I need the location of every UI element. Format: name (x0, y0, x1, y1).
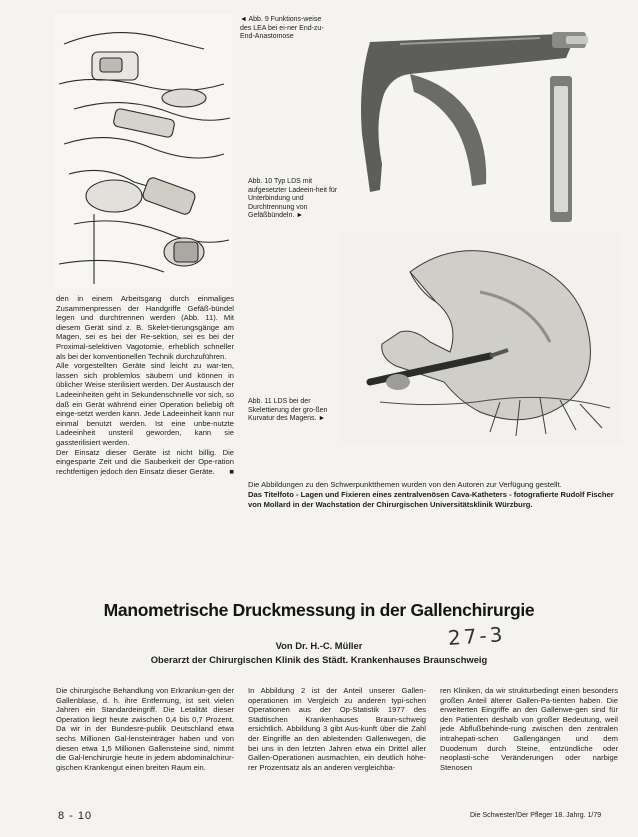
page-number: 8 - 10 (58, 810, 93, 822)
article-author: Von Dr. H.-C. Müller (275, 640, 363, 651)
left-column-text (56, 294, 234, 476)
figure-9-caption: ◄ Abb. 9 Funktions-weise des LEA bei ei-ner End-zu-End-Anastomose (240, 16, 324, 41)
end-mark: ■ (229, 466, 234, 476)
handwritten-annotation: 27-3 (447, 622, 507, 650)
article-title: Manometrische Druckmessung in der Gallenchirurgie (103, 600, 535, 620)
caption-pointer-left-icon: ◄ (240, 16, 249, 23)
paragraph: Alle vorgestellten Geräte sind leicht zu war-ten, lassen sich problemlos säubern und können in üblicher Weise sterilisiert werden. Der Austausch der Ladeeinheiten geht in Sekundenschnelle vor sich, so daß ein Gerät während einer Operation beliebig oft einge-setzt werden kann. Jede Ladeeinheit kann nur einmal benutzt werden. Ist eine unbe-nutzte Ladeeinheit unsteril geworden, kann sie gassterilisiert werden. (56, 361, 234, 447)
credits-line-1: Die Abbildungen zu den Schwerpunktthemen wurden von den Autoren zur Verfügung gestellt. (248, 480, 562, 489)
figure-11-caption: Abb. 11 LDS bei der Skelettierung der gro-ßen Kurvatur des Magens. ► (248, 398, 328, 423)
figure-11-illustration (340, 232, 622, 444)
article-column-3: ren Kliniken, da wir strukturbedingt einen besonders großen Anteil älterer Gallen-Pa-tienten haben. Die erweiterten Eingriffe an den Gallenwe-gen sind für den Patienten deshalb von großer Bedeutung, weil jede Abflußbehinde-rung zwischen den zentralen intrahepati-schen Gallengängen und dem Duodenum durch Steine, entzündliche oder neoplasti-sche Veränderungen oder narbige Stenosen (440, 686, 618, 772)
caption-pointer-right-icon: ► (294, 212, 304, 220)
stapler-anastomosis-illustration (54, 14, 232, 289)
paragraph: den in einem Arbeitsgang durch einmaliges Zusammenpressen der Handgriffe Gefäß-bündel legen und durchtrennen werden (Abb. 11). Mit diesem Gerät sind z. B. Skelet-tierungsgänge am Magen, sei es bei der Re-sektion, sei es bei der Proximal-selektiven Vagotomie, erheblich schneller als bei der konventionellen Technik durchzuführen. (56, 294, 234, 361)
figure-10-caption: Abb. 10 Typ LDS mit aufgesetzter Ladeein-heit für Unterbindung und Durchtrennung von Gefäßbündeln. ► (248, 178, 338, 220)
photo-credits (248, 480, 618, 510)
credits-line-2: Das Titelfoto - Lagen und Fixieren eines zentralvenösen Cava-Katheters - fotografierte Rudolf Fischer von Mollard in der Wachstation der Chirurgischen Universitätsklinik Würzburg. (248, 490, 614, 509)
article-column-2: In Abbildung 2 ist der Anteil unserer Gallen-operationen im Vergleich zu anderen typi-schen Operationen aus der Op-Statistik 1977 des Städtischen Krankenhauses Braun-schweig ersichtlich. Abbildung 3 gibt Aus-kunft über die Zahl der Eingriffe an den ableitenden Gallenwegen, die bei uns in den letzten Jahren etwa ein Drittel aller Gallen-Operationen ausmachten, ein deutlich höhe-rer Prozentsatz als an anderen vergleichba- (248, 686, 426, 772)
journal-footer: Die Schwester/Der Pfleger 18. Jahrg. 1/79 (470, 812, 602, 819)
stomach-skeletonization-drawing (340, 232, 622, 444)
caption-pointer-right-icon: ► (316, 415, 326, 423)
paragraph: Der Einsatz dieser Geräte ist nicht billig. Die eingesparte Zeit und die Sauberkeit der Ope-ration rechtfertigen jedoch den Einsatz dieser Geräte. ■ (56, 447, 234, 476)
article-affiliation: Oberarzt der Chirurgischen Klinik des Städt. Krankenhauses Braunschweig (150, 654, 488, 665)
figure-9-drawing (54, 14, 232, 289)
article-column-1: Die chirurgische Behandlung von Erkrankun-gen der Gallenblase, d. h. ihre Entfernung, ist seit vielen Jahren ein Standardeingriff. Die Letalität dieser Operation liegt heute zwischen 0,4 bis 0,7 Prozent. Da wir in der Bundesre-publik Deutschland etwa sechs Millionen Gal-lensteinträger haben und von diesen etwa 1,5 Millionen Gallensteine sind, nimmt die Gal-lenchirurgie heute in jedem abdominalchirur-gischen Krankengut einen breiten Raum ein. (56, 686, 234, 772)
figure-10-photo (340, 14, 602, 230)
lds-device-photo (340, 14, 602, 230)
